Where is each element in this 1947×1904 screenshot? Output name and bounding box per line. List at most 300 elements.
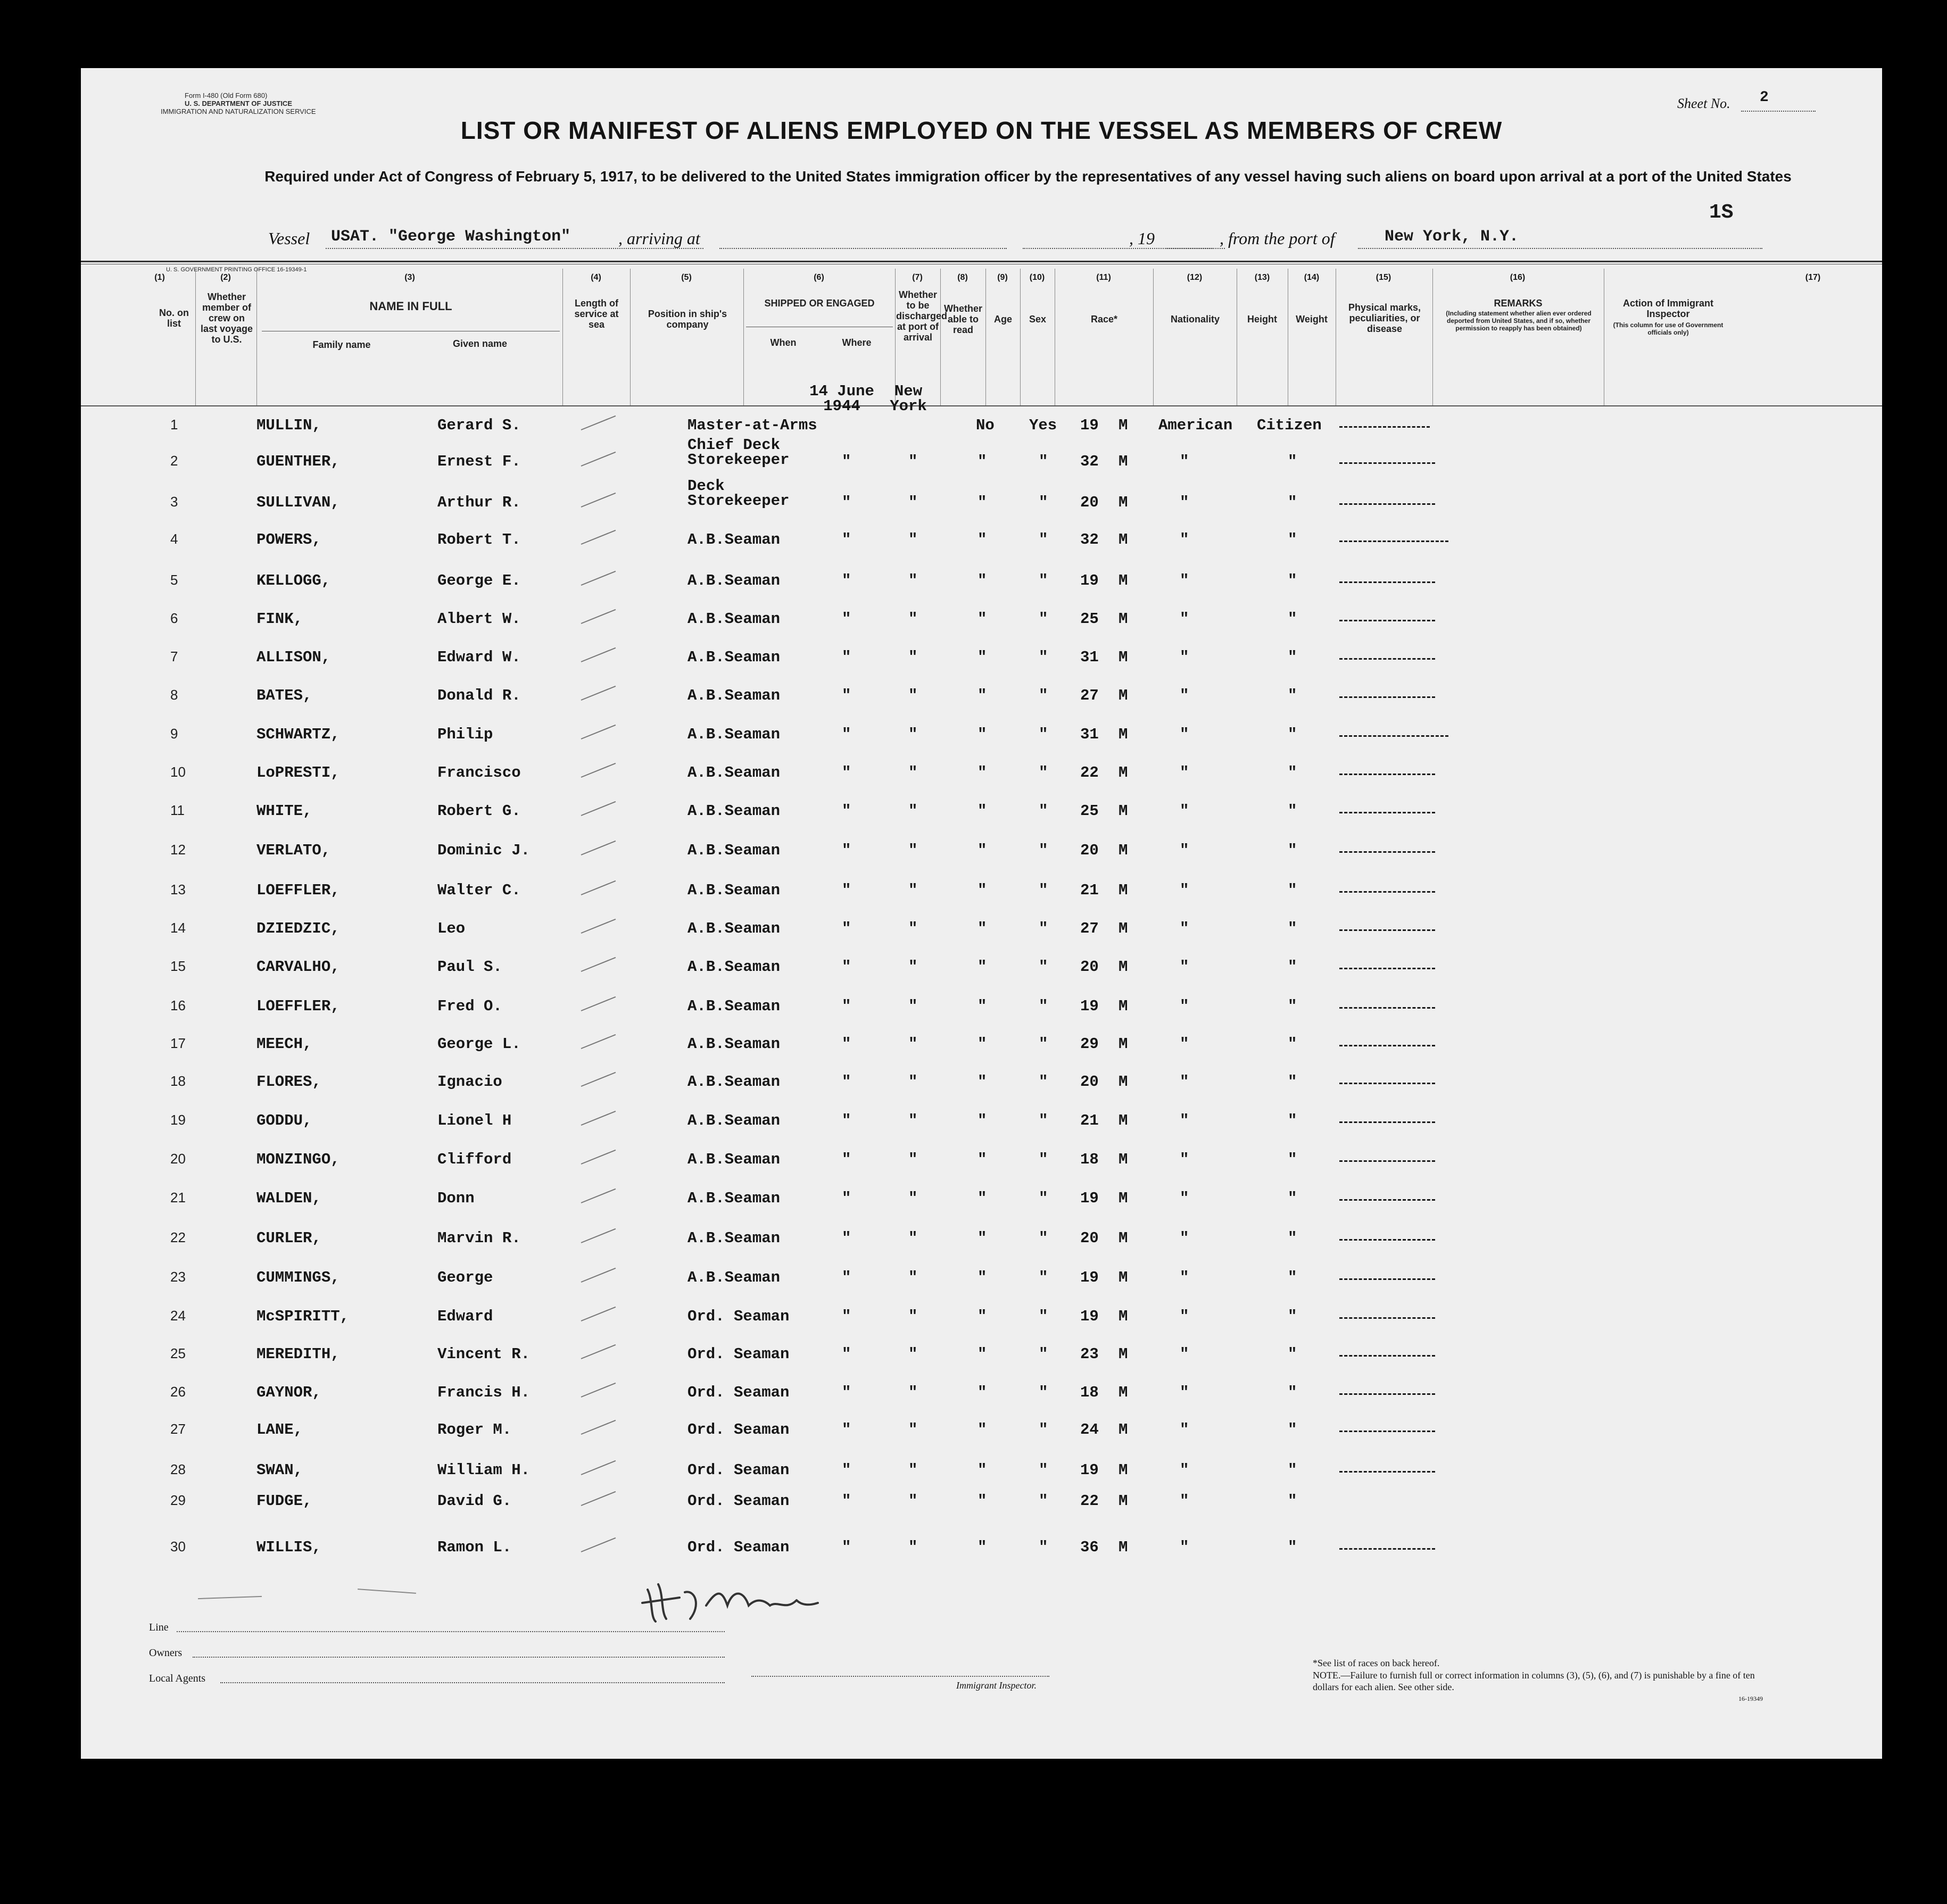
ditto-read: " xyxy=(1039,1461,1048,1479)
year-label: , 19 xyxy=(1129,229,1155,248)
age: 23 xyxy=(1080,1345,1099,1363)
row-number: 15 xyxy=(170,958,186,974)
age: 31 xyxy=(1080,648,1099,666)
ditto-nationality: " xyxy=(1288,920,1297,937)
age: 32 xyxy=(1080,453,1099,470)
given-name: George E. xyxy=(437,572,521,589)
footer-inspector-label: Immigrant Inspector. xyxy=(956,1680,1037,1691)
ditto-discharged: " xyxy=(977,1073,987,1091)
ditto-discharged: " xyxy=(977,997,987,1015)
ditto-when: " xyxy=(842,1035,851,1053)
ditto-race: " xyxy=(1180,1539,1189,1556)
page-subtitle: Required under Act of Congress of February 5, 1917, to be delivered to the United States immigration officer by the representatives of any vessel having such aliens on board upon arrival at a port of the United States xyxy=(264,168,1792,185)
ditto-read: " xyxy=(1039,1308,1048,1325)
header-inspector-action: Action of Immigrant Inspector xyxy=(1623,298,1713,319)
position: A.B.Seaman xyxy=(687,920,781,937)
ditto-where: " xyxy=(908,648,918,666)
ditto-discharged: " xyxy=(977,1190,987,1207)
position: A.B.Seaman xyxy=(687,997,781,1015)
header-able-to-read: Whether able to read xyxy=(944,303,982,335)
ditto-where: " xyxy=(908,494,918,511)
ditto-nationality: " xyxy=(1288,453,1297,470)
ditto-race: " xyxy=(1180,1308,1189,1325)
col-number: (5) xyxy=(681,273,692,282)
ditto-where: " xyxy=(908,920,918,937)
ditto-discharged: " xyxy=(977,1269,987,1286)
ditto-when: " xyxy=(842,1229,851,1247)
position: Ord. Seaman xyxy=(687,1539,790,1556)
ditto-discharged: " xyxy=(977,1308,987,1325)
ditto-race: " xyxy=(1180,920,1189,937)
position: Ord. Seaman xyxy=(687,1492,790,1510)
age: 27 xyxy=(1080,687,1099,704)
sex: M xyxy=(1119,958,1128,976)
col-number: (6) xyxy=(814,273,824,282)
family-name: FUDGE, xyxy=(256,1492,312,1510)
ditto-read: " xyxy=(1039,1384,1048,1401)
ditto-nationality: " xyxy=(1288,687,1297,704)
ditto-discharged: " xyxy=(977,882,987,899)
ditto-nationality: " xyxy=(1288,610,1297,628)
row-number: 24 xyxy=(170,1308,186,1324)
ditto-race: " xyxy=(1180,648,1189,666)
age: 21 xyxy=(1080,1112,1099,1129)
ditto-discharged: " xyxy=(977,531,987,548)
row-number: 21 xyxy=(170,1190,186,1205)
ditto-where: " xyxy=(908,726,918,743)
family-name: DZIEDZIC, xyxy=(256,920,340,937)
printing-office-line: U. S. GOVERNMENT PRINTING OFFICE 16-19349-1 xyxy=(166,267,307,273)
age: 20 xyxy=(1080,1229,1099,1247)
ditto-when: " xyxy=(842,1461,851,1479)
ditto-nationality: " xyxy=(1288,1269,1297,1286)
age: 32 xyxy=(1080,531,1099,548)
col-number: (10) xyxy=(1029,273,1045,282)
sex: M xyxy=(1119,920,1128,937)
sex: M xyxy=(1119,648,1128,666)
row-number: 3 xyxy=(170,494,178,510)
vessel-name: USAT. "George Washington" xyxy=(331,228,571,246)
age: 20 xyxy=(1080,1073,1099,1091)
given-name: Dominic J. xyxy=(437,842,531,859)
ditto-where: " xyxy=(908,882,918,899)
ditto-discharged: " xyxy=(977,1112,987,1129)
position: A.B.Seaman xyxy=(687,882,781,899)
ditto-nationality: " xyxy=(1288,572,1297,589)
row-number: 25 xyxy=(170,1345,186,1361)
sex: M xyxy=(1119,572,1128,589)
header-remarks: REMARKS xyxy=(1494,298,1543,309)
row-number: 9 xyxy=(170,726,178,742)
col-number: (8) xyxy=(957,273,968,282)
position: Ord. Seaman xyxy=(687,1308,790,1325)
ditto-race: " xyxy=(1180,687,1189,704)
col-number: (15) xyxy=(1376,273,1391,282)
col-number: (4) xyxy=(591,273,601,282)
ditto-race: " xyxy=(1180,958,1189,976)
ditto-nationality: " xyxy=(1288,842,1297,859)
ditto-race: " xyxy=(1180,572,1189,589)
ditto-when: " xyxy=(842,882,851,899)
ditto-nationality: " xyxy=(1288,1345,1297,1363)
ditto-nationality: " xyxy=(1288,726,1297,743)
age: 19 xyxy=(1080,417,1099,434)
position: Chief Deck Storekeeper xyxy=(687,436,790,469)
given-name: George xyxy=(437,1269,493,1286)
position: Master-at-Arms xyxy=(687,417,817,434)
ditto-nationality: " xyxy=(1288,531,1297,548)
position: A.B.Seaman xyxy=(687,1190,781,1207)
family-name: CUMMINGS, xyxy=(256,1269,340,1286)
position: Deck Storekeeper xyxy=(687,477,790,510)
family-name: MEECH, xyxy=(256,1035,312,1053)
ditto-discharged: " xyxy=(977,1151,987,1168)
ditto-race: " xyxy=(1180,610,1189,628)
ditto-when: " xyxy=(842,802,851,820)
age: 19 xyxy=(1080,1461,1099,1479)
ditto-race: " xyxy=(1180,1229,1189,1247)
row-number: 13 xyxy=(170,882,186,897)
ditto-when: " xyxy=(842,1492,851,1510)
given-name: Francis H. xyxy=(437,1384,531,1401)
ditto-read: " xyxy=(1039,726,1048,743)
position: A.B.Seaman xyxy=(687,648,781,666)
ditto-read: " xyxy=(1039,453,1048,470)
given-name: Ernest F. xyxy=(437,453,521,470)
row-number: 14 xyxy=(170,920,186,936)
ditto-where: " xyxy=(908,531,918,548)
sex: M xyxy=(1119,1421,1128,1439)
ditto-when: " xyxy=(842,1151,851,1168)
given-name: Marvin R. xyxy=(437,1229,521,1247)
age: 27 xyxy=(1080,920,1099,937)
given-name: Fred O. xyxy=(437,997,502,1015)
ditto-nationality: " xyxy=(1288,958,1297,976)
inspector-signature xyxy=(637,1568,823,1627)
ditto-race: " xyxy=(1180,1384,1189,1401)
header-where: Where xyxy=(842,337,872,348)
header-age: Age xyxy=(993,314,1012,325)
age: 19 xyxy=(1080,572,1099,589)
row-number: 18 xyxy=(170,1073,186,1089)
row-number: 8 xyxy=(170,687,178,703)
ditto-when: " xyxy=(842,648,851,666)
header-crew-last-voyage: Whether member of crew on last voyage to U.S. xyxy=(200,292,253,345)
family-name: FINK, xyxy=(256,610,303,628)
sex: M xyxy=(1119,610,1128,628)
header-physical-marks: Physical marks, peculiarities, or disease xyxy=(1348,302,1421,334)
given-name: Robert T. xyxy=(437,531,521,548)
ditto-discharged: " xyxy=(977,1384,987,1401)
row-number: 27 xyxy=(170,1421,186,1437)
ditto-where: " xyxy=(908,1073,918,1091)
ditto-discharged: " xyxy=(977,453,987,470)
sex: M xyxy=(1119,1461,1128,1479)
ditto-nationality: " xyxy=(1288,1073,1297,1091)
ditto-when: " xyxy=(842,764,851,781)
ditto-read: " xyxy=(1039,531,1048,548)
age: 20 xyxy=(1080,494,1099,511)
given-name: Gerard S. xyxy=(437,417,521,434)
ditto-read: " xyxy=(1039,1151,1048,1168)
family-name: POWERS, xyxy=(256,531,321,548)
col-number: (3) xyxy=(404,273,415,282)
ditto-when: " xyxy=(842,453,851,470)
col-number: (9) xyxy=(997,273,1008,282)
form-number: Form I-480 (Old Form 680) xyxy=(185,92,268,99)
family-name: McSPIRITT, xyxy=(256,1308,350,1325)
col-number: (13) xyxy=(1254,273,1270,282)
row-number: 4 xyxy=(170,531,178,547)
ditto-when: " xyxy=(842,1384,851,1401)
sex: M xyxy=(1119,1073,1128,1091)
ditto-when: " xyxy=(842,494,851,511)
row-number: 22 xyxy=(170,1229,186,1245)
age: 25 xyxy=(1080,610,1099,628)
given-name: Edward xyxy=(437,1308,493,1325)
family-name: GUENTHER, xyxy=(256,453,340,470)
ditto-race: " xyxy=(1180,726,1189,743)
ditto-nationality: " xyxy=(1288,1384,1297,1401)
sex: M xyxy=(1119,417,1128,434)
service-name: IMMIGRATION AND NATURALIZATION SERVICE xyxy=(161,107,316,115)
sex: M xyxy=(1119,726,1128,743)
ditto-when: " xyxy=(842,610,851,628)
ditto-nationality: " xyxy=(1288,1308,1297,1325)
ditto-read: " xyxy=(1039,764,1048,781)
family-name: GODDU, xyxy=(256,1112,312,1129)
ditto-read: " xyxy=(1039,958,1048,976)
age: 36 xyxy=(1080,1539,1099,1556)
arriving-label: , arriving at xyxy=(618,229,700,248)
row-number: 6 xyxy=(170,610,178,626)
ditto-discharged: " xyxy=(977,648,987,666)
ditto-when: " xyxy=(842,1421,851,1439)
ditto-nationality: " xyxy=(1288,882,1297,899)
ditto-discharged: " xyxy=(977,494,987,511)
ditto-where: " xyxy=(908,958,918,976)
ditto-read: " xyxy=(1039,1229,1048,1247)
ditto-read: " xyxy=(1039,1269,1048,1286)
col-number: (12) xyxy=(1187,273,1203,282)
ditto-where: " xyxy=(908,1345,918,1363)
ditto-read: " xyxy=(1039,1112,1048,1129)
ditto-read: " xyxy=(1039,687,1048,704)
ditto-discharged: " xyxy=(977,1461,987,1479)
family-name: LoPRESTI, xyxy=(256,764,340,781)
age: 18 xyxy=(1080,1384,1099,1401)
ditto-where: " xyxy=(908,453,918,470)
ditto-race: " xyxy=(1180,1461,1189,1479)
shipped-where: New York xyxy=(890,383,927,415)
header-no-on-list: No. on list xyxy=(159,307,189,329)
ditto-race: " xyxy=(1180,1269,1189,1286)
age: 20 xyxy=(1080,842,1099,859)
given-name: Albert W. xyxy=(437,610,521,628)
ditto-discharged: " xyxy=(977,958,987,976)
header-when: When xyxy=(770,337,797,348)
ditto-read: " xyxy=(1039,572,1048,589)
row-number: 26 xyxy=(170,1384,186,1400)
ditto-race: " xyxy=(1180,1421,1189,1439)
ditto-race: " xyxy=(1180,1112,1189,1129)
sex: M xyxy=(1119,1308,1128,1325)
ditto-discharged: " xyxy=(977,726,987,743)
given-name: Clifford xyxy=(437,1151,512,1168)
header-inspector-note: (This column for use of Government officials only) xyxy=(1613,321,1724,336)
given-name: William H. xyxy=(437,1461,531,1479)
given-name: Leo xyxy=(437,920,466,937)
position: A.B.Seaman xyxy=(687,1035,781,1053)
position: A.B.Seaman xyxy=(687,1229,781,1247)
ditto-when: " xyxy=(842,920,851,937)
ditto-race: " xyxy=(1180,802,1189,820)
ditto-read: " xyxy=(1039,1190,1048,1207)
sex: M xyxy=(1119,764,1128,781)
row-number: 23 xyxy=(170,1269,186,1285)
sex: M xyxy=(1119,802,1128,820)
row-number: 12 xyxy=(170,842,186,858)
given-name: Donn xyxy=(437,1190,475,1207)
ditto-discharged: " xyxy=(977,1229,987,1247)
position: A.B.Seaman xyxy=(687,572,781,589)
family-name: WILLIS, xyxy=(256,1539,321,1556)
col-number: (1) xyxy=(154,273,165,282)
ditto-where: " xyxy=(908,1151,918,1168)
ditto-race: " xyxy=(1180,764,1189,781)
ditto-race: " xyxy=(1180,1492,1189,1510)
ditto-race: " xyxy=(1180,494,1189,511)
footer-form-code: 16-19349 xyxy=(1738,1695,1763,1702)
ditto-discharged: " xyxy=(977,610,987,628)
ditto-when: " xyxy=(842,1345,851,1363)
ditto-read: " xyxy=(1039,1421,1048,1439)
position: A.B.Seaman xyxy=(687,1269,781,1286)
ditto-read: " xyxy=(1039,1073,1048,1091)
family-name: LANE, xyxy=(256,1421,303,1439)
ditto-race: " xyxy=(1180,1151,1189,1168)
family-name: SWAN, xyxy=(256,1461,303,1479)
ditto-race: " xyxy=(1180,1035,1189,1053)
ditto-race: " xyxy=(1180,882,1189,899)
sex: M xyxy=(1119,1190,1128,1207)
ditto-read: " xyxy=(1039,648,1048,666)
shipped-when: 14 June 1944 xyxy=(809,383,874,415)
row-number: 30 xyxy=(170,1539,186,1554)
family-name: WHITE, xyxy=(256,802,312,820)
ditto-discharged: " xyxy=(977,572,987,589)
position: Ord. Seaman xyxy=(687,1421,790,1439)
row-number: 20 xyxy=(170,1151,186,1167)
mark-code: 1S xyxy=(1709,201,1734,224)
header-weight: Weight xyxy=(1296,314,1328,325)
family-name: FLORES, xyxy=(256,1073,321,1091)
age: 18 xyxy=(1080,1151,1099,1168)
ditto-discharged: " xyxy=(977,687,987,704)
ditto-discharged: " xyxy=(977,802,987,820)
sex: M xyxy=(1119,1151,1128,1168)
sex: M xyxy=(1119,453,1128,470)
family-name: WALDEN, xyxy=(256,1190,321,1207)
position: A.B.Seaman xyxy=(687,687,781,704)
ditto-race: " xyxy=(1180,1190,1189,1207)
ditto-discharged: " xyxy=(977,1035,987,1053)
sex: M xyxy=(1119,997,1128,1015)
given-name: Ignacio xyxy=(437,1073,502,1091)
footer-owners-label: Owners xyxy=(149,1647,183,1659)
family-name: LOEFFLER, xyxy=(256,997,340,1015)
row-number: 1 xyxy=(170,417,178,433)
ditto-race: " xyxy=(1180,842,1189,859)
header-shipped-engaged: SHIPPED OR ENGAGED xyxy=(764,298,875,309)
col-number: (14) xyxy=(1304,273,1320,282)
row-number: 5 xyxy=(170,572,178,588)
row-number: 2 xyxy=(170,453,178,469)
ditto-nationality: " xyxy=(1288,1461,1297,1479)
family-name: SULLIVAN, xyxy=(256,494,340,511)
sex: M xyxy=(1119,1112,1128,1129)
given-name: Edward W. xyxy=(437,648,521,666)
ditto-nationality: " xyxy=(1288,648,1297,666)
given-name: Lionel H xyxy=(437,1112,512,1129)
col-number: (17) xyxy=(1805,273,1821,282)
from-port-value: New York, N.Y. xyxy=(1385,228,1519,246)
age: 31 xyxy=(1080,726,1099,743)
ditto-race: " xyxy=(1180,453,1189,470)
ditto-where: " xyxy=(908,1229,918,1247)
ditto-when: " xyxy=(842,1539,851,1556)
ditto-when: " xyxy=(842,572,851,589)
ditto-nationality: " xyxy=(1288,1492,1297,1510)
ditto-discharged: " xyxy=(977,1421,987,1439)
ditto-discharged: " xyxy=(977,1492,987,1510)
ditto-discharged: " xyxy=(977,764,987,781)
position: A.B.Seaman xyxy=(687,764,781,781)
ditto-read: " xyxy=(1039,1035,1048,1053)
ditto-nationality: " xyxy=(1288,1035,1297,1053)
ditto-read: " xyxy=(1039,1492,1048,1510)
ditto-where: " xyxy=(908,1190,918,1207)
ditto-race: " xyxy=(1180,997,1189,1015)
header-position: Position in ship's company xyxy=(648,309,727,330)
given-name: David G. xyxy=(437,1492,512,1510)
row-number: 16 xyxy=(170,997,186,1013)
ditto-when: " xyxy=(842,1112,851,1129)
position: A.B.Seaman xyxy=(687,726,781,743)
position: A.B.Seaman xyxy=(687,1151,781,1168)
header-name-in-full: NAME IN FULL xyxy=(369,300,452,313)
age: 19 xyxy=(1080,1190,1099,1207)
footer-race-note: *See list of races on back hereof. xyxy=(1313,1658,1440,1668)
header-remarks-note: (Including statement whether alien ever ordered deported from United States, and if so, whether permission to reapply has been obtained) xyxy=(1446,310,1592,332)
sex: M xyxy=(1119,1539,1128,1556)
ditto-when: " xyxy=(842,997,851,1015)
given-name: Walter C. xyxy=(437,882,521,899)
ditto-read: " xyxy=(1039,997,1048,1015)
age: 20 xyxy=(1080,958,1099,976)
sheet-number: 2 xyxy=(1760,89,1769,106)
age: 19 xyxy=(1080,1308,1099,1325)
header-length-service: Length of service at sea xyxy=(574,298,619,330)
ditto-discharged: " xyxy=(977,920,987,937)
row-number: 11 xyxy=(170,802,185,818)
sheet-label: Sheet No. xyxy=(1677,96,1730,111)
col-number: (11) xyxy=(1096,273,1111,282)
ditto-where: " xyxy=(908,610,918,628)
given-name: Philip xyxy=(437,726,493,743)
page-title: LIST OR MANIFEST OF ALIENS EMPLOYED ON THE VESSEL AS MEMBERS OF CREW xyxy=(460,117,1503,144)
given-name: Vincent R. xyxy=(437,1345,531,1363)
